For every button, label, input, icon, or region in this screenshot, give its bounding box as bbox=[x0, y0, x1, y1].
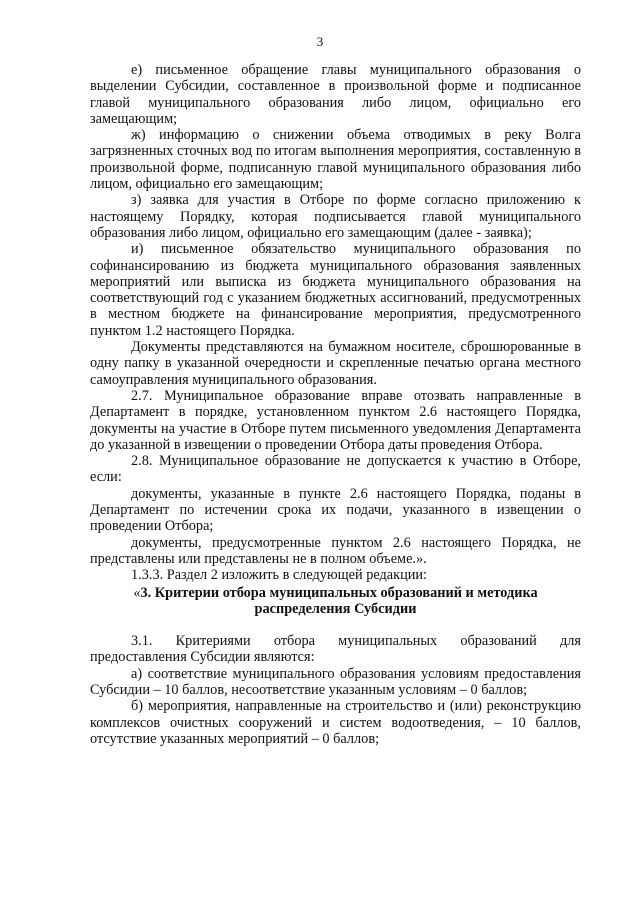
paragraph-a: а) соответствие муниципального образования условиям предоставления Субсидии – 10 баллов, несоответствие указанным условиям – 0 баллов; bbox=[90, 665, 581, 698]
paragraph-2-7: 2.7. Муниципальное образование вправе отозвать направленные в Департамент в порядке, установленном пунктом 2.6 настоящего Порядка, документы на участие в Отборе путем письменного уведомления Департамента до указанной в извещении о проведении Отбора даты проведения Отбора. bbox=[90, 387, 581, 453]
paragraph-2-8-case-1: документы, указанные в пункте 2.6 настоящего Порядка, поданы в Департамент по истечении срока их подачи, указанного в извещении о проведении Отбора; bbox=[90, 485, 581, 535]
page-number: 3 bbox=[316, 34, 324, 49]
section-heading-text: 3. Критерии отбора муниципальных образований и методика распределения Субсидии bbox=[140, 584, 538, 617]
document-body bbox=[90, 62, 581, 747]
paragraph-z: з) заявка для участия в Отборе по форме согласно приложению к настоящему Порядку, которая подписывается главой муниципального образования либо лицом, официально его замещающим (далее - заявка); bbox=[90, 192, 581, 241]
paragraph-documents: Документы представляются на бумажном носителе, сброшюрованные в одну папку в указанной очередности и скрепленные печатью органа местного самоуправления муниципального образования. bbox=[90, 339, 581, 388]
paragraph-b: б) мероприятия, направленные на строительство и (или) реконструкцию комплексов очистных сооружений и систем водоотведения, – 10 баллов, отсутствие указанных мероприятий – 0 баллов; bbox=[90, 698, 581, 747]
paragraph-3-1: 3.1. Критериями отбора муниципальных образований для предоставления Субсидии являются: bbox=[90, 633, 581, 666]
section-spacer bbox=[90, 617, 581, 633]
paragraph-i: и) письменное обязательство муниципального образования по софинансированию из бюджета муниципального образования заявленных мероприятий или выписка из бюджета муниципального образования на соответствующий год с указанием бюджетных ассигнований, предусмотренных в местном бюджете на финансирование мероприятия, предусмотренного пунктом 1.2 настоящего Порядка. bbox=[90, 241, 581, 339]
paragraph-1-3-3: 1.3.3. Раздел 2 изложить в следующей редакции: bbox=[131, 567, 428, 584]
paragraph-e: е) письменное обращение главы муниципального образования о выделении Субсидии, составленное в произвольной форме и подписанное главой муниципального образования либо лицом, официально его замещающим; bbox=[90, 62, 581, 127]
paragraph-zh: ж) информацию о снижении объема отводимых в реку Волга загрязненных сточных вод по итогам выполнения мероприятия, составленную в произвольной форме, подписанную главой муниципального образования либо лицом, официально его замещающим; bbox=[90, 127, 581, 193]
section-heading-quote: « bbox=[133, 584, 141, 601]
paragraph-2-8-case-2: документы, предусмотренные пунктом 2.6 настоящего Порядка, не представлены или представлены не в полном объеме.». bbox=[90, 534, 581, 567]
paragraph-2-8: 2.8. Муниципальное образование не допускается к участию в Отборе, если: bbox=[90, 453, 581, 486]
section-heading bbox=[90, 585, 581, 618]
